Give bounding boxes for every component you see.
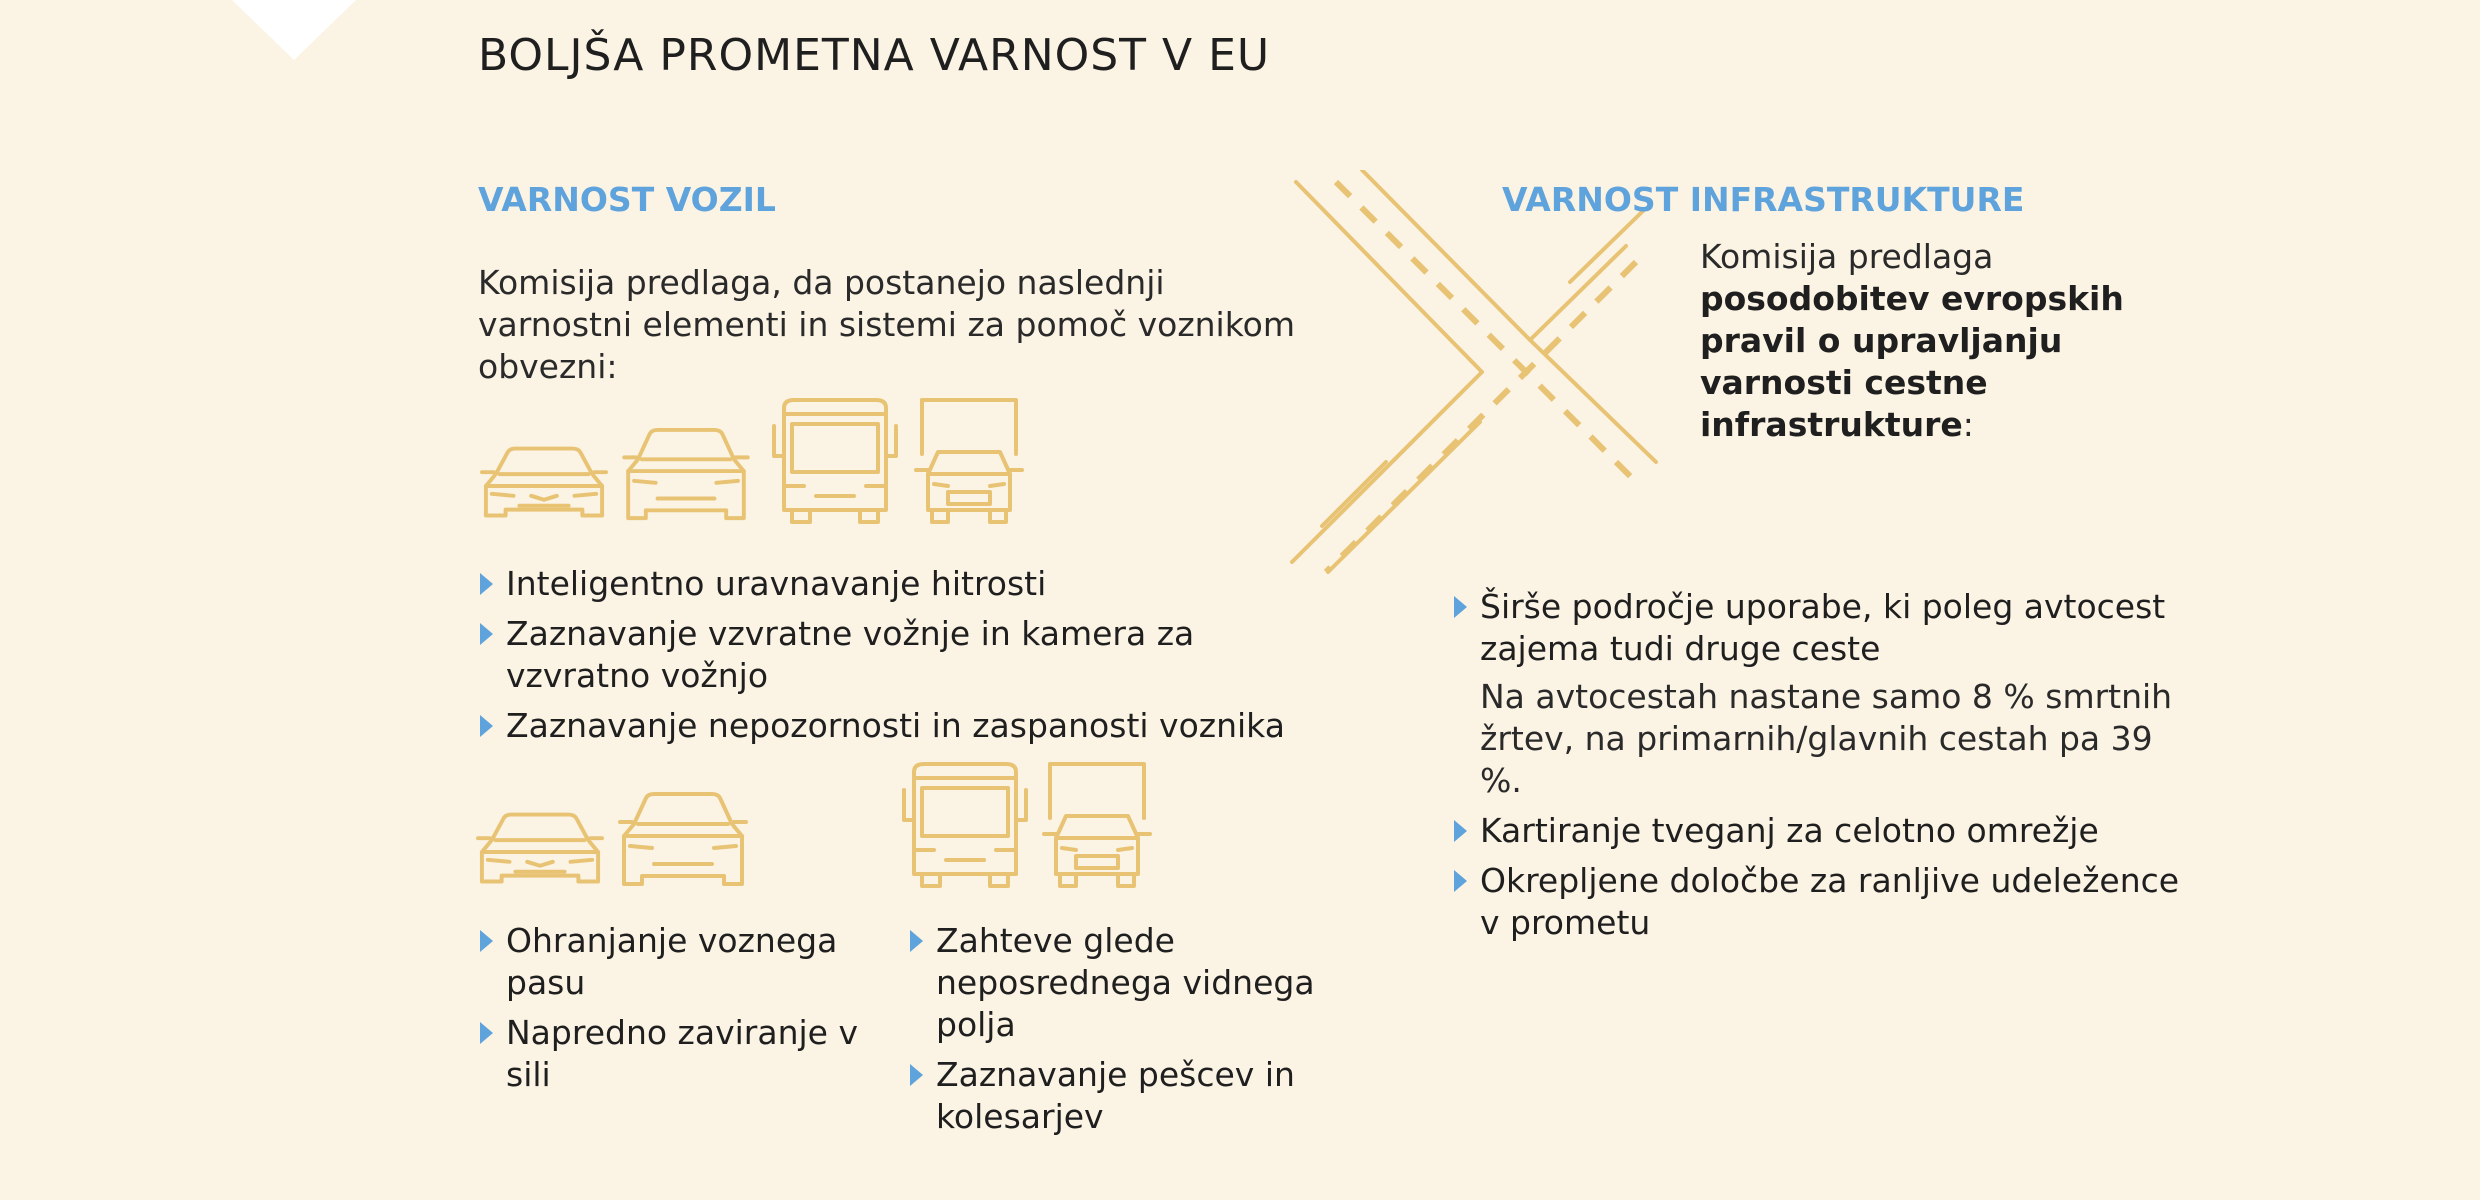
list-item: Zaznavanje pešcev in kolesarjev	[908, 1054, 1328, 1138]
intro-bold: posodobitev evropskih pravil o upravljanju varnosti cestne infrastrukture	[1700, 279, 2124, 444]
infrastructure-safety-intro	[1700, 236, 2140, 446]
car-icon	[476, 810, 604, 890]
bus-icon	[900, 760, 1030, 890]
list-item-note	[1452, 676, 2192, 802]
infrastructure-safety-heading: VARNOST INFRASTRUKTURE	[1502, 180, 2025, 219]
infrastructure-list-bottom	[1452, 810, 2192, 952]
car-icon	[480, 444, 608, 524]
truck-icon	[914, 396, 1024, 526]
list-item: Napredno zaviranje v sili	[478, 1012, 858, 1096]
list-item: Zaznavanje vzvratne vožnje in kamera za vzvratno vožnjo	[478, 613, 1318, 697]
road-crossing-icon	[1290, 170, 1670, 630]
page-title: BOLJŠA PROMETNA VARNOST V EU	[478, 30, 1271, 81]
list-item: Kartiranje tveganj za celotno omrežje	[1452, 810, 2192, 852]
corner-triangle	[232, 0, 356, 60]
vehicle-safety-heading: VARNOST VOZIL	[478, 180, 776, 219]
intro-plain: Komisija predlaga	[1700, 237, 1994, 276]
bus-icon	[770, 396, 900, 526]
list-item: Okrepljene določbe za ranljive udeležence v prometu	[1452, 860, 2192, 944]
vehicle-safety-list-heavy	[908, 920, 1328, 1146]
note-text: Na avtocestah nastane samo 8 % smrtnih žrtev, na primarnih/glavnih cestah pa 39 %.	[1480, 677, 2173, 800]
list-item: Ohranjanje voznega pasu	[478, 920, 858, 1004]
infrastructure-list-top	[1452, 586, 2192, 678]
vehicle-safety-list-cars	[478, 920, 858, 1104]
list-item: Zaznavanje nepozornosti in zaspanosti voznika	[478, 705, 1318, 747]
list-item-text: Širše področje uporabe, ki poleg avtocest zajema tudi druge ceste	[1480, 587, 2166, 668]
list-item: Inteligentno uravnavanje hitrosti	[478, 563, 1318, 605]
list-item: Zahteve glede neposrednega vidnega polja	[908, 920, 1328, 1046]
car-icon	[616, 790, 750, 890]
car-icon	[622, 426, 750, 524]
intro-tail: :	[1962, 405, 1974, 444]
vehicle-safety-intro: Komisija predlaga, da postanejo naslednji varnostni elementi in sistemi za pomoč voznikom obvezni:	[478, 263, 1295, 386]
truck-icon	[1042, 760, 1152, 890]
vehicle-safety-list-all	[478, 563, 1318, 755]
list-item	[1452, 586, 2192, 670]
